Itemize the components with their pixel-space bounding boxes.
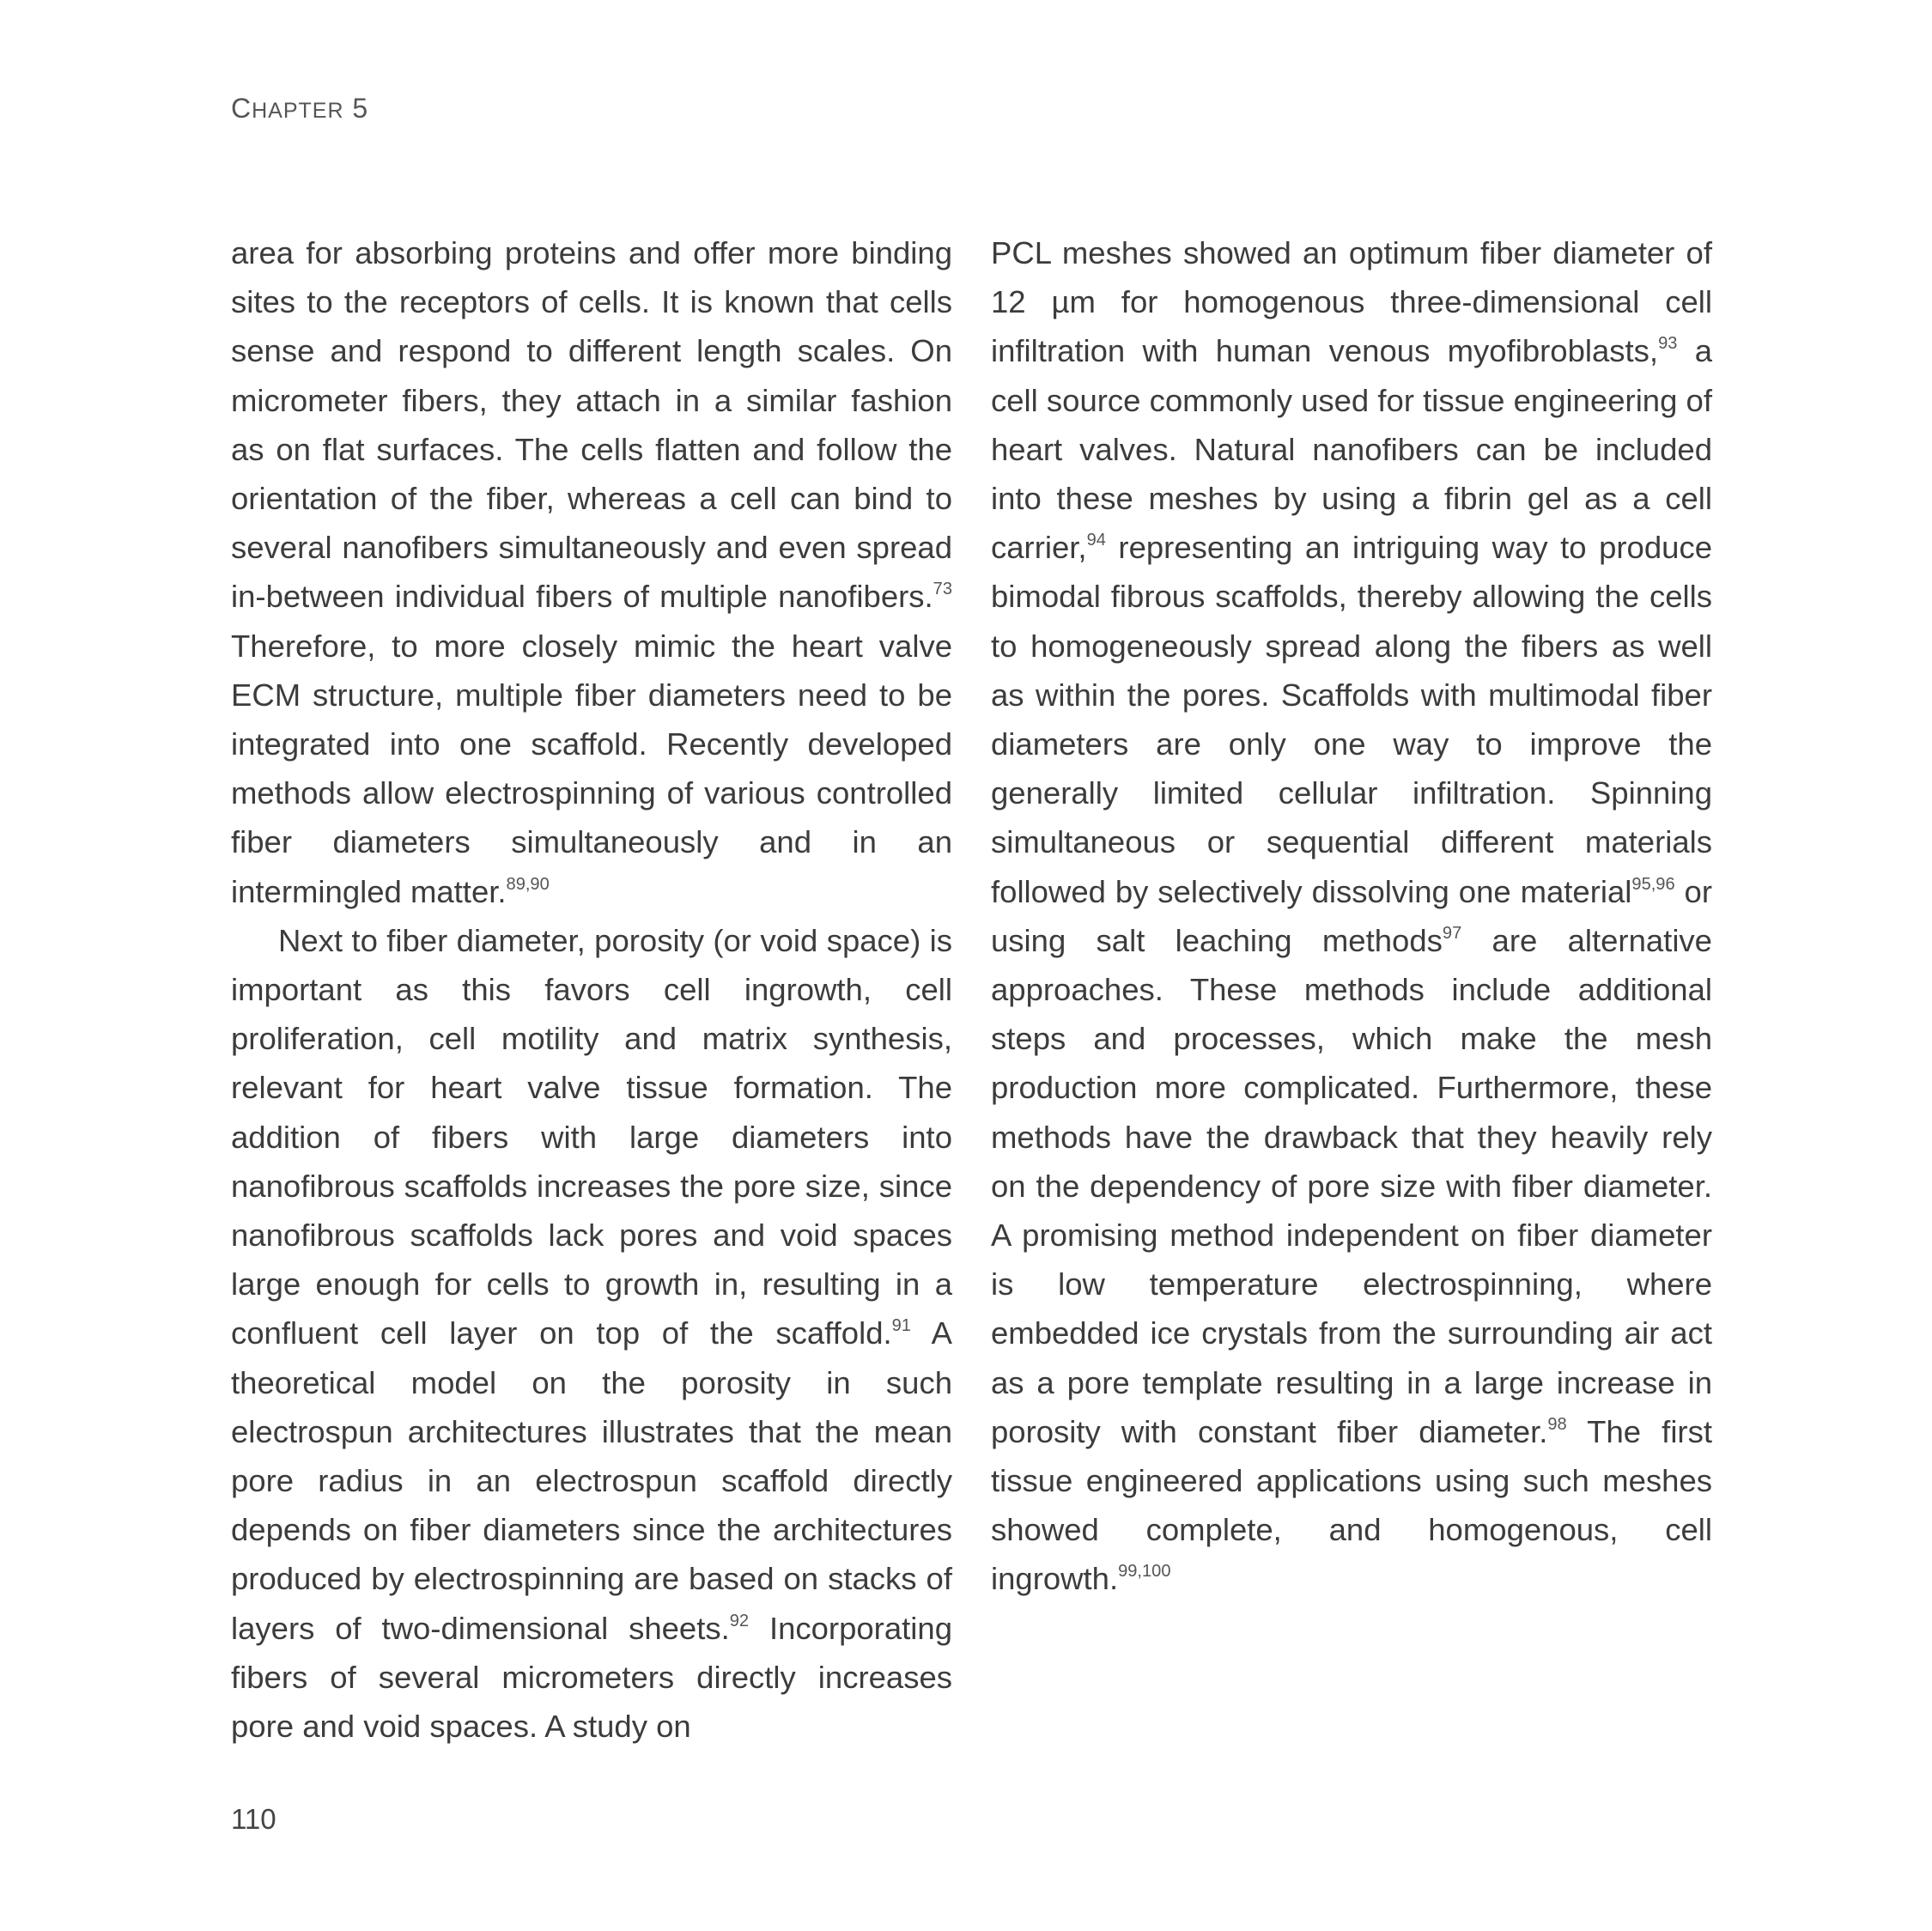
text-run: a cell source commonly used for tissue engineering of heart valves. Natural nanofibers can be included into these meshes by using a fibrin gel as a cell carrier,	[991, 333, 1712, 566]
text-run: Incorporating fibers of several micrometers directly increases pore and void spaces. A study on	[231, 1610, 952, 1745]
reference-superscript: 98	[1547, 1414, 1567, 1434]
reference-superscript: 92	[729, 1611, 750, 1630]
reference-superscript: 93	[1658, 334, 1678, 354]
text-run: The first tissue engineered applications using such meshes showed complete, and homogenous, cell ingrowth.	[991, 1413, 1712, 1597]
reference-superscript: 73	[933, 580, 952, 599]
reference-superscript: 89,90	[506, 874, 550, 894]
text-run: PCL meshes showed an optimum fiber diameter of 12 µm for homogenous three-dimensional cell infiltration with human venous myofibroblasts,	[991, 235, 1712, 369]
running-head-initial: C	[231, 93, 252, 124]
reference-superscript: 91	[891, 1316, 911, 1336]
running-head-word: HAPTER	[252, 99, 344, 123]
page-number: 110	[231, 1803, 276, 1835]
body-paragraph	[231, 228, 952, 916]
text-run: representing an intriguing way to produce bimodal fibrous scaffolds, thereby allowing the cells to homogeneously spread along the fibers as well as within the pores. Scaffolds with multimodal fiber diameters are only one way to improve the generally limited cellular infiltration. Spinning simultaneous or sequential different materials followed by selectively dissolving one material	[991, 530, 1712, 909]
text-run: or using salt leaching methods	[991, 873, 1712, 958]
running-head-chapter-number: 5	[352, 93, 369, 124]
text-run: Next to fiber diameter, porosity (or void space) is important as this favors cell ingrowth, cell proliferation, cell motility and matrix synthesis, relevant for heart valve tissue formation. The addition of fibers with large diameters into nanofibrous scaffolds increases the pore size, since nanofibrous scaffolds lack pores and void spaces large enough for cells to growth in, resulting in a confluent cell layer on top of the scaffold.	[231, 922, 952, 1351]
reference-superscript: 97	[1442, 923, 1462, 943]
body-paragraph	[231, 916, 952, 1751]
text-run: Therefore, to more closely mimic the heart valve ECM structure, multiple fiber diameters need to be integrated into one scaffold. Recently developed methods allow electrospinning of various controlled fiber diameters simultaneously and in an intermingled matter.	[231, 628, 952, 909]
reference-superscript: 99,100	[1118, 1562, 1171, 1582]
right-text-column	[991, 228, 1712, 1604]
reference-superscript: 94	[1086, 531, 1106, 550]
text-run: area for absorbing proteins and offer more binding sites to the receptors of cells. It is known that cells sense and respond to different length scales. On micrometer fibers, they attach in a similar fashion as on flat surfaces. The cells flatten and follow the orientation of the fiber, whereas a cell can bind to several nanofibers simultaneously and even spread in-between individual fibers of multiple nanofibers.	[231, 235, 952, 615]
body-paragraph	[991, 228, 1712, 1604]
text-run: A theoretical model on the porosity in such electrospun architectures illustrates that the mean pore radius in an electrospun scaffold directly depends on fiber diameters since the architectures produced by electrospinning are based on stacks of layers of two-dimensional sheets.	[231, 1315, 952, 1646]
left-text-column	[231, 228, 952, 1751]
reference-superscript: 95,96	[1631, 874, 1675, 894]
text-run: are alternative approaches. These methods include additional steps and processes, which make the mesh production more complicated. Furthermore, these methods have the drawback that they heavily rely on the dependency of pore size with fiber diameter. A promising method independent on fiber diameter is low temperature electrospinning, where embedded ice crystals from the surrounding air act as a pore template resulting in a large increase in porosity with constant fiber diameter.	[991, 922, 1712, 1449]
running-head	[231, 93, 368, 124]
